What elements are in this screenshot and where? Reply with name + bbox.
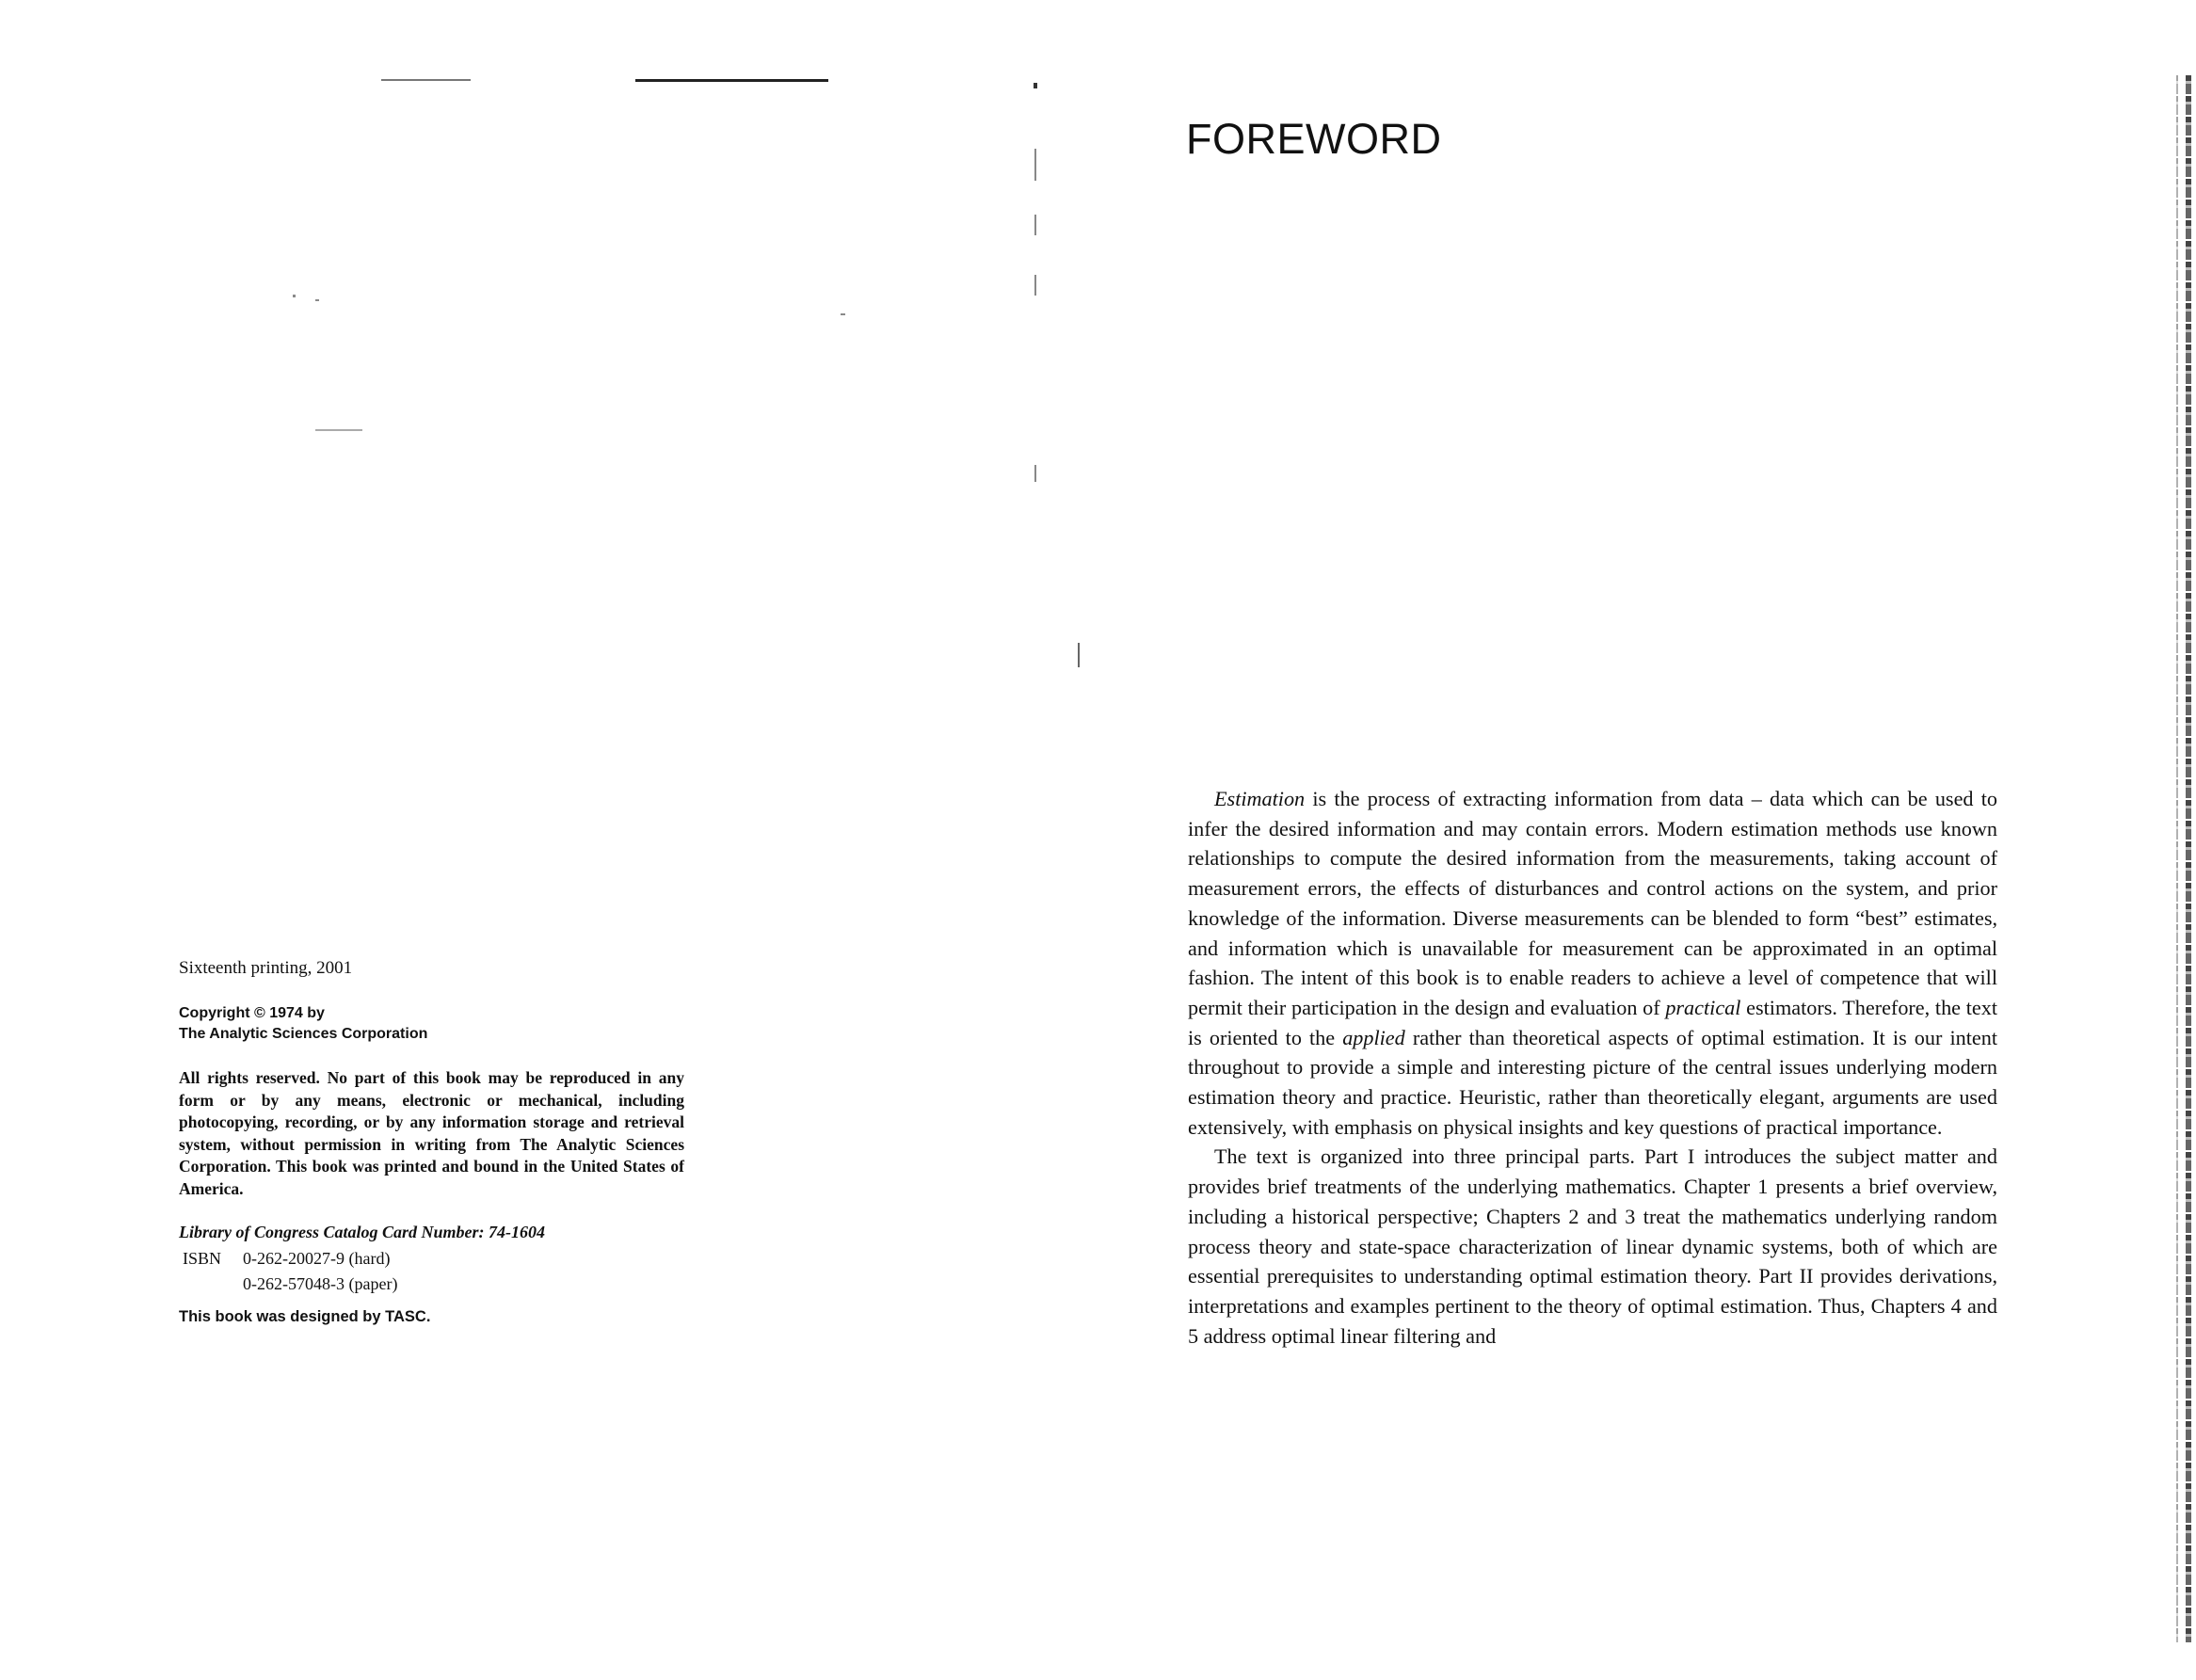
scan-rule-right [635, 79, 828, 82]
printing-line: Sixteenth printing, 2001 [179, 958, 353, 978]
copyright-page [179, 958, 687, 1326]
paragraph-text: estimators. Therefore, the text is oriented to the [1188, 995, 1997, 1049]
term-estimation: Estimation [1214, 787, 1306, 810]
scan-speck [1034, 83, 1037, 88]
scan-speck [315, 429, 362, 431]
foreword-body [1188, 784, 1997, 1351]
paragraph-text: is the process of extracting information from data – data which can be used to infer the desired information and may contain errors. Modern estimation methods use known relationships to compute the desired information from the measurements, taking account of measurement errors, the effects of disturbances and control actions on the system, and prior knowledge of the information. Diverse measurements can be blended to form “best” estimates, and information which is unavailable for measurement can be approximated in an optimal fashion. The intent of this book is to enable readers to achieve a level of competence that will permit their participation in the design and evaluation of [1188, 787, 1997, 1019]
foreword-paragraph: The text is organized into three principal parts. Part I introduces the subject matter and provides brief treatments of the underlying mathematics. Chapter 1 presents a brief overview, including a historical perspective; Chapters 2 and 3 treat the mathematics underlying random process theory and state-space characterization of linear dynamic systems, both of which are essential prerequisites to understanding optimal estimation theory. Part II provides derivations, interpretations and examples pertinent to the theory of optimal estimation. Thus, Chapters 4 and 5 address optimal linear filtering and [1188, 1144, 1997, 1348]
paragraph-text: rather than theoretical aspects of optimal estimation. It is our intent throughout to provide a simple and interesting picture of the central issues underlying modern estimation theory and practice. Heuristic, rather than theoretically elegant, arguments are used extensively, with emphasis on physical insights and key questions of practical importance. [1188, 1025, 1997, 1139]
designed-by-line: This book was designed by TASC. [179, 1308, 431, 1325]
scan-speck [315, 299, 319, 301]
isbn-label: ISBN [183, 1249, 222, 1268]
copyright-line: Copyright © 1974 by [179, 1005, 325, 1021]
foreword-paragraph [1188, 784, 1997, 1142]
copyright-holder: The Analytic Sciences Corporation [179, 1026, 428, 1042]
scan-speck [841, 313, 845, 315]
isbn-row [179, 1246, 687, 1272]
isbn-paper: 0-262-57048-3 (paper) [243, 1274, 398, 1293]
page-edge-streak [2186, 75, 2191, 1642]
page-title: FOREWORD [1186, 115, 1442, 163]
isbn-row [179, 1272, 687, 1297]
copyright-block [179, 1003, 687, 1045]
page-edge-streak [2176, 75, 2178, 1642]
gutter-mark [1078, 643, 1080, 667]
term-practical: practical [1665, 995, 1741, 1019]
isbn-label-spacer [179, 1272, 243, 1297]
isbn-hard: 0-262-20027-9 (hard) [243, 1249, 391, 1268]
scan-speck [293, 295, 296, 297]
gutter-mark [1034, 275, 1036, 296]
scan-rule-left [381, 79, 471, 81]
term-applied: applied [1342, 1025, 1405, 1049]
lccn-line: Library of Congress Catalog Card Number: 74-1604 [179, 1223, 546, 1241]
gutter-mark [1034, 465, 1036, 482]
rights-notice: All rights reserved. No part of this book may be reproduced in any form or by any means, electronic or mechanical, including photocopying, recording, or by any information storage and retrieval system, without permission in writing from The Analytic Sciences Corporation. This book was printed and bound in the United States of America. [179, 1068, 684, 1198]
gutter-mark [1034, 149, 1036, 181]
gutter-mark [1034, 215, 1036, 235]
